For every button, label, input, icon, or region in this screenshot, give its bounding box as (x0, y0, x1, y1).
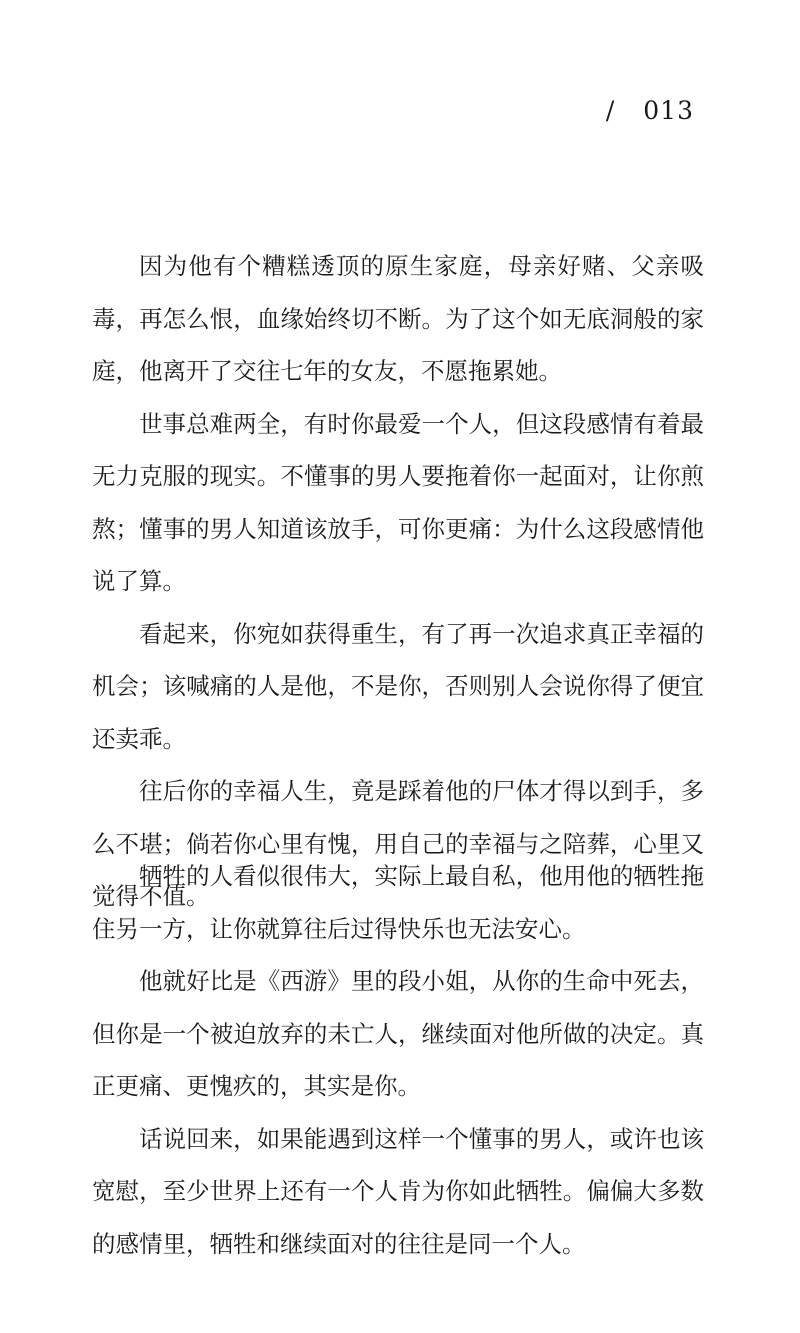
paragraph: 他就好比是《西游》里的段小姐，从你的生命中死去，但你是一个被迫放弃的未亡人，继续面对他所做的决定。真正更痛、更愧疚的，其实是你。 (92, 967, 704, 1100)
paragraph: 世事总难两全，有时你最爱一个人，但这段感情有着最无力克服的现实。不懂事的男人要拖着你一起面对，让你煎熬；懂事的男人知道该放手，可你更痛：为什么这段感情他说了算。 (92, 409, 704, 595)
text-section-1 (92, 240, 704, 923)
text-section-2 (92, 850, 704, 1270)
page-number: 013 (643, 96, 694, 125)
page-header (606, 96, 694, 125)
paragraph: 看起来，你宛如获得重生，有了再一次追求真正幸福的机会；该喊痛的人是他，不是你，否则别人会说你得了便宜还卖乖。 (92, 619, 704, 753)
header-separator: / (605, 96, 616, 125)
paragraph: 牺牲的人看似很伟大，实际上最自私，他用他的牺牲拖住另一方，让你就算往后过得快乐也无法安心。 (92, 862, 704, 943)
paragraph: 往后你的幸福人生，竟是踩着他的尸体才得以到手，多么不堪；倘若你心里有愧，用自己的幸福与之陪葬，心里又觉得不值。 (92, 777, 704, 910)
paragraph: 因为他有个糟糕透顶的原生家庭，母亲好赌、父亲吸毒，再怎么恨，血缘始终切不断。为了这个如无底洞般的家庭，他离开了交往七年的女友，不愿拖累她。 (92, 252, 704, 385)
paragraph: 话说回来，如果能遇到这样一个懂事的男人，或许也该宽慰，至少世界上还有一个人肯为你如此牺牲。偏偏大多数的感情里，牺牲和继续面对的往往是同一个人。 (92, 1124, 704, 1258)
